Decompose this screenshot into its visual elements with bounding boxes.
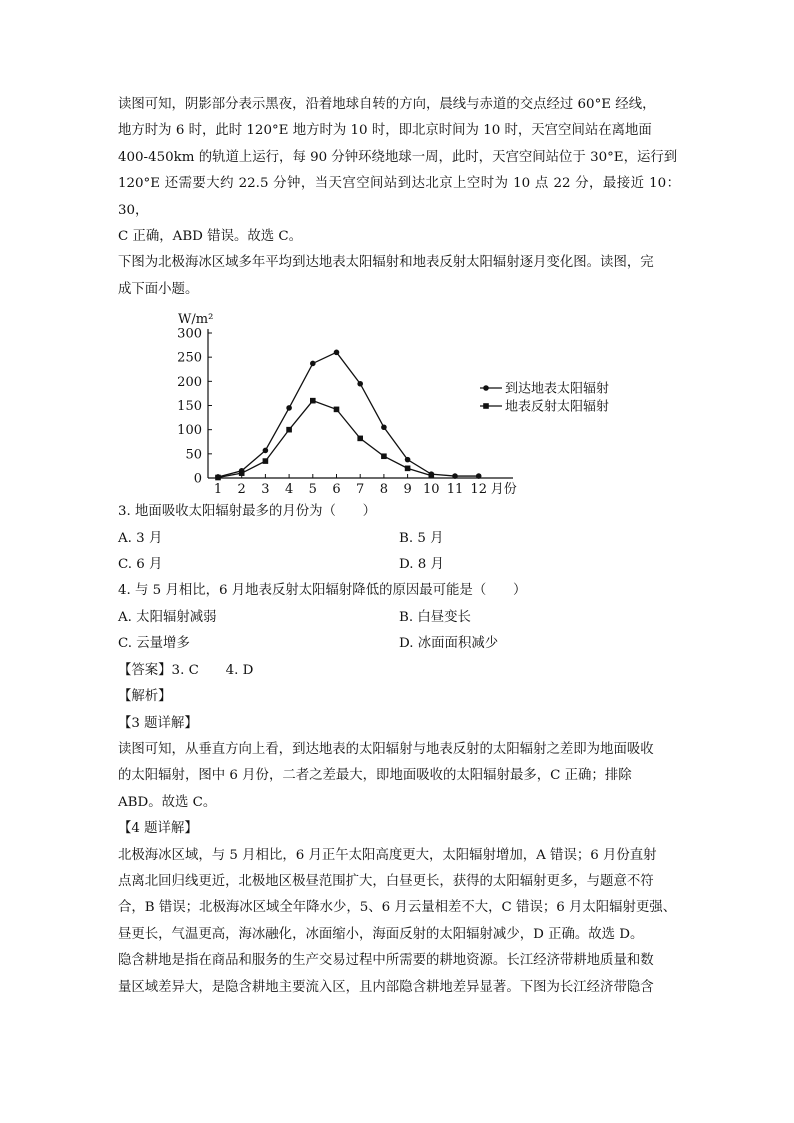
line: 昼更长，气温更高，海冰融化，冰面缩小，海面反射的太阳辐射减少，D 正确。故选 D。: [118, 926, 644, 942]
detail-3-paragraph: [118, 737, 680, 816]
x-tick-label: 1: [213, 482, 223, 498]
radiation-line-chart: [118, 303, 680, 499]
x-tick-label: 5: [308, 482, 317, 498]
line: 隐含耕地是指在商品和服务的生产交易过程中所需要的耕地资源。长江经济带耕地质量和数: [118, 953, 654, 969]
series-1-point: [381, 425, 387, 431]
series-2-point: [334, 407, 340, 413]
line: 北极海冰区域，与 5 月相比，6 月正午太阳高度更大，太阳辐射增加，A 错误；6 月份直射: [118, 847, 657, 863]
series-2-point: [357, 436, 363, 442]
q4-option-c: C. 云量增多: [118, 636, 190, 652]
line: 读图可知，从垂直方向上看，到达地表的太阳辐射与地表反射的太阳辐射之差即为地面吸收: [118, 741, 654, 757]
series-2-point: [239, 471, 245, 477]
y-tick-label: 100: [177, 423, 202, 439]
question-4-options-row: [118, 605, 680, 631]
x-axis-label: 月份: [490, 482, 517, 498]
q4-option-a: A. 太阳辐射减弱: [118, 609, 217, 625]
intro-paragraph: [118, 250, 680, 303]
series-2-point: [286, 427, 292, 433]
series-2-point: [429, 473, 435, 479]
series-1-point: [452, 474, 458, 480]
chart-container: [118, 303, 680, 499]
answer-line: 【答案】3. C 4. D: [118, 662, 254, 678]
line: C 正确，ABD 错误。故选 C。: [118, 229, 303, 245]
q4-option-b: B. 白昼变长: [399, 609, 471, 625]
last-paragraph: [118, 948, 680, 1001]
series-1-point: [405, 457, 411, 463]
legend-label-1: 到达地表太阳辐射: [505, 381, 610, 397]
paragraph-1: [118, 92, 680, 250]
series-line-2: [218, 401, 431, 478]
q3-option-b: B. 5 月: [399, 530, 444, 546]
x-tick-label: 11: [446, 482, 464, 498]
legend-label-2: 地表反射太阳辐射: [505, 399, 610, 415]
series-1-point: [263, 448, 269, 454]
x-tick-label: 8: [379, 482, 389, 498]
detail-3-label: 【3 题详解】: [118, 715, 198, 731]
series-2-point: [215, 475, 221, 481]
x-tick-label: 2: [237, 482, 246, 498]
line: 成下面小题。: [118, 281, 199, 297]
q3-option-a: A. 3 月: [118, 530, 163, 546]
question-3-options-row: [118, 526, 680, 552]
chart-axes: [178, 312, 513, 478]
y-tick-label: 50: [185, 447, 202, 463]
line: 读图可知，阴影部分表示黑夜，沿着地球自转的方向，晨线与赤道的交点经过 60°E 经线，: [118, 97, 656, 112]
line: 的太阳辐射，图中 6 月份，二者之差最大，即地面吸收的太阳辐射最多，C 正确；排除: [118, 768, 632, 784]
q3-option-d: D. 8 月: [399, 557, 444, 573]
series-2-point: [310, 398, 316, 404]
line: 地方时为 6 时，此时 120°E 地方时为 10 时，即北京时间为 10 时，天宫空间站在离地面: [118, 123, 652, 139]
series-2-point: [405, 466, 411, 472]
x-tick-label: 6: [332, 482, 341, 498]
y-tick-label: 0: [193, 471, 202, 487]
line: 下图为北极海冰区域多年平均到达地表太阳辐射和地表反射太阳辐射逐月变化图。读图，完: [118, 255, 654, 271]
analysis-label: 【解析】: [118, 689, 172, 705]
chart-legend: [480, 381, 609, 415]
y-tick-label: 250: [177, 350, 202, 366]
q3-option-c: C. 6 月: [118, 557, 163, 573]
series-2-point: [263, 459, 269, 465]
x-tick-label: 10: [423, 482, 440, 498]
series-line-1: [218, 353, 479, 478]
detail-4-label: 【4 题详解】: [118, 821, 198, 837]
line: 量区域差异大，是隐含耕地主要流入区，且内部隐含耕地差异显著。下图为长江经济带隐含: [118, 979, 654, 995]
line: ABD。故选 C。: [118, 794, 217, 810]
series-1-point: [310, 361, 316, 367]
y-tick-label: 300: [177, 326, 202, 342]
document-page: [118, 92, 680, 1001]
x-tick-label: 9: [403, 482, 412, 498]
x-tick-label: 7: [356, 482, 365, 498]
y-axis-label: W/m²: [178, 312, 214, 328]
legend-marker-1: [483, 385, 489, 391]
chart-ticks: [177, 327, 517, 498]
series-1-point: [476, 474, 482, 480]
series-2-point: [381, 454, 387, 460]
q4-option-d: D. 冰面面积减少: [399, 636, 499, 652]
question-3-options-row: [118, 552, 680, 578]
x-tick-label: 12: [470, 482, 487, 498]
question-4-options-row: [118, 631, 680, 657]
line: 点离北回归线更近，北极地区极昼范围扩大，白昼更长，获得的太阳辐射更多，与题意不符: [118, 873, 654, 889]
y-tick-label: 150: [177, 399, 202, 415]
series-1-point: [334, 350, 340, 356]
series-1-point: [286, 405, 292, 411]
chart-series: [215, 350, 481, 481]
line: 合，B 错误；北极海冰区域全年降水少，5、6 月云量相差不大，C 错误；6 月太阳辐射更强、: [118, 900, 677, 916]
line: 120°E 还需要大约 22.5 分钟，当天宫空间站到达北京上空时为 10 点 22 分，最接近 10：30，: [118, 176, 680, 218]
y-tick-label: 200: [177, 375, 202, 391]
x-tick-label: 4: [284, 482, 294, 498]
legend-marker-2: [483, 403, 489, 409]
detail-4-paragraph: [118, 843, 680, 949]
line: 400-450km 的轨道上运行，每 90 分钟环绕地球一周，此时，天宫空间站位于 30°E，运行到: [118, 149, 678, 165]
x-tick-label: 3: [261, 482, 270, 498]
question-4-stem: 4. 与 5 月相比，6 月地表反射太阳辐射降低的原因最可能是（ ）: [118, 583, 527, 599]
question-3-stem: 3. 地面吸收太阳辐射最多的月份为（ ）: [118, 504, 377, 520]
series-1-point: [357, 381, 363, 387]
